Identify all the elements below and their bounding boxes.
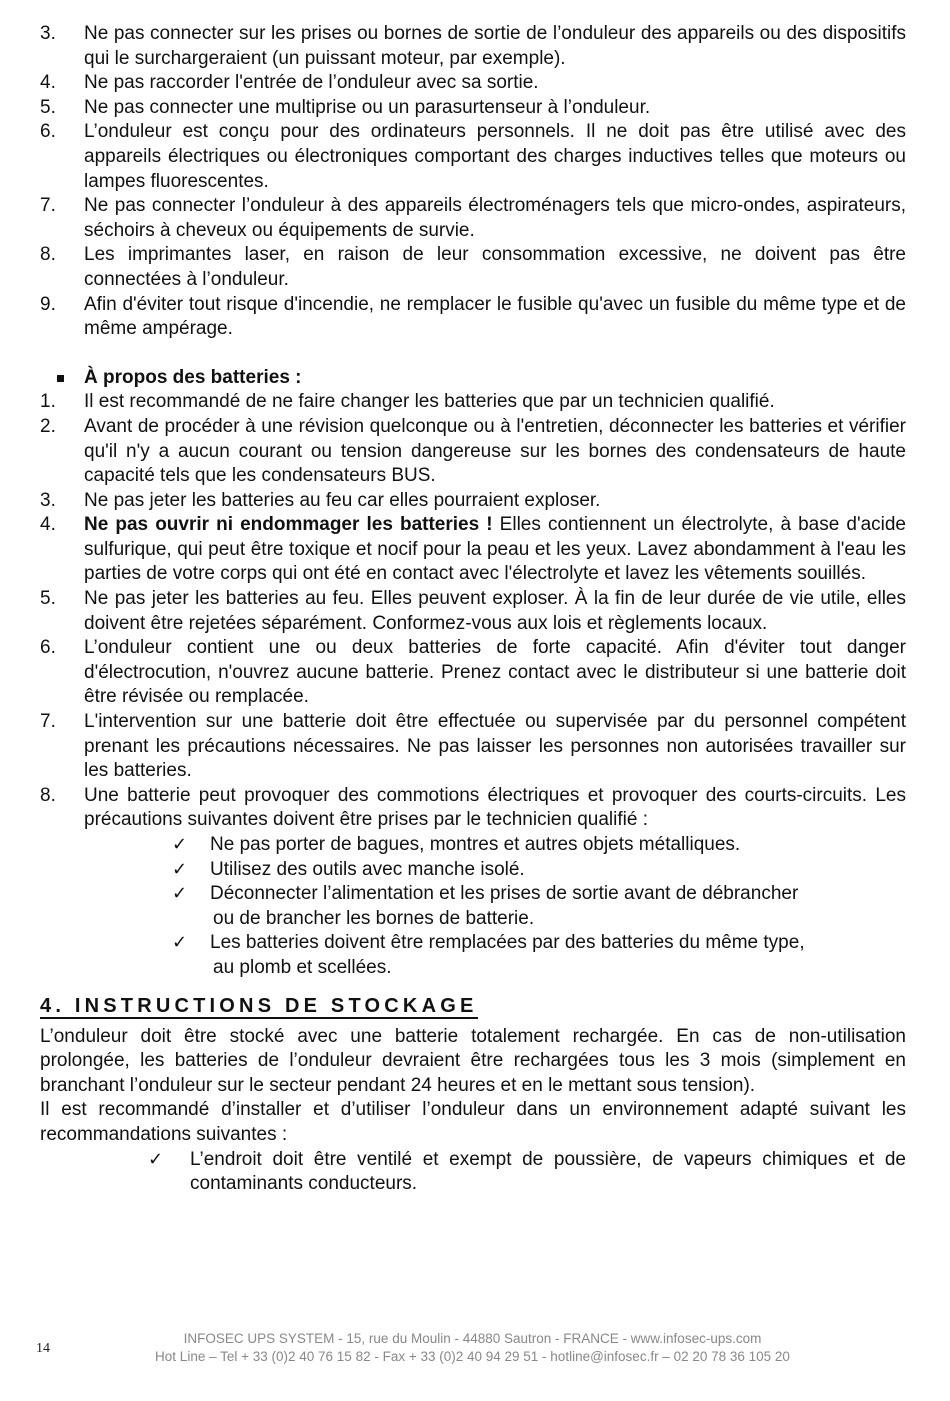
list-item [40,784,906,833]
item-number: 3. [40,23,56,44]
list-item [40,293,906,342]
list-item [40,587,906,636]
storage-checklist [40,1148,906,1197]
item-text: Une batterie peut provoquer des commotions électriques et provoquer des courts-circuits. Les précautions suivantes doivent être prises par le technicien qualifié : [84,784,906,831]
list-item [40,415,906,489]
item-text: Afin d'éviter tout risque d'incendie, ne remplacer le fusible qu'avec un fusible du même type et de même ampérage. [84,293,906,340]
checkmark-icon: ✓ [172,834,188,855]
item-text: L'intervention sur une batterie doit être effectuée ou supervisée par du personnel compétent prenant les précautions nécessaires. Ne pas laisser les personnes non autorisées travailler sur les batteries. [84,711,906,782]
item-text: Avant de procéder à une révision quelconque ou à l'entretien, déconnecter les batteries et vérifier qu'il n'y a aucun courant ou tension dangereuse sur les bornes des condensateurs de haute capacité tels que les condensateurs BUS. [84,415,906,487]
item-text: L’onduleur contient une ou deux batteries de forte capacité. Afin d'éviter tout danger d'électrocution, n'ouvrez aucune batterie. Prenez contact avec le distributeur si une batterie doit être révisée ou remplacée. [84,637,906,708]
list-item [40,22,906,71]
list-item [40,513,906,587]
item-number: 8. [40,244,56,266]
item-text: Il est recommandé de ne faire changer les batteries que par un technicien qualifié. [84,391,775,413]
list-item [40,194,906,243]
section-title: 4. INSTRUCTIONS DE STOCKAGE [40,994,478,1017]
check-text-continued: au plomb et scellées. [213,956,392,978]
item-text: Ne pas raccorder l'entrée de l’onduleur avec sa sortie. [84,72,539,94]
item-number: 5. [40,96,56,118]
item-number: 4. [40,72,56,94]
storage-paragraph: Il est recommandé d’installer et d’utiliser l’onduleur dans un environnement adapté suivant les recommandations suivantes : [40,1099,906,1145]
checkmark-icon: ✓ [148,1148,164,1170]
item-number: 6. [40,121,56,143]
item-number: 4. [40,514,56,536]
check-text-continued: ou de brancher les bornes de batterie. [213,907,535,929]
warning-text: Ne pas ouvrir ni endommager les batteries ! [84,514,493,536]
batteries-heading-text: À propos des batteries : [84,366,302,388]
item-text: L’onduleur est conçu pour des ordinateurs personnels. Il ne doit pas être utilisé avec des appareils électriques ou électroniques comportant des charges inductives telles que moteurs ou lampes fluorescentes. [84,121,906,192]
document-page [40,22,906,1197]
item-text: Les imprimantes laser, en raison de leur consommation excessive, ne doivent pas être connectées à l’onduleur. [84,244,906,290]
list-item [40,489,906,514]
list-item [40,710,906,784]
list-item [40,96,906,121]
item-number: 8. [40,784,56,806]
check-text: Les batteries doivent être remplacées par des batteries du même type, [210,932,805,954]
item-number: 5. [40,588,56,610]
check-item [40,858,906,883]
check-text: Ne pas porter de bagues, montres et autres objets métalliques. [210,834,741,855]
check-item [40,1148,906,1197]
check-item [40,931,906,980]
battery-checklist [40,833,906,981]
batteries-heading [40,366,906,391]
item-number: 7. [40,711,56,733]
item-number: 3. [40,489,56,511]
checkmark-icon: ✓ [172,858,188,880]
item-number: 7. [40,195,56,217]
list-item [40,636,906,710]
check-item [40,833,906,858]
storage-paragraph: L’onduleur doit être stocké avec une batterie totalement rechargée. En cas de non-utilisation prolongée, les batteries de l’onduleur devraient être rechargées tous les 3 mois (simplement en branchant l’onduleur sur le secteur pendant 24 heures et en le mettant sous tension). [40,1025,906,1096]
item-text: Ne pas jeter les batteries au feu car elles pourraient exploser. [84,489,601,511]
check-text: Utilisez des outils avec manche isolé. [210,858,525,880]
page-number: 14 [36,1341,50,1356]
list-item [40,71,906,96]
item-number: 9. [40,293,56,315]
item-number: 1. [40,391,56,413]
check-text: L’endroit doit être ventilé et exempt de poussière, de vapeurs chimiques et de contaminants conducteurs. [190,1148,906,1195]
item-text: Elles contiennent un électrolyte, à base d'acide sulfurique, qui peut être toxique et nocif pour la peau et les yeux. Lavez abondamment à l'eau les parties de votre corps qui ont été en contact avec l'électrolyte et lavez les vêtements souillés. [84,514,906,585]
footer-contact: Hot Line – Tel + 33 (0)2 40 76 15 82 - Fax + 33 (0)2 40 94 29 51 - hotline@infosec.fr – 02 20 78 36 105 20 [155,1349,790,1364]
list-item [40,390,906,415]
item-number: 2. [40,415,56,437]
item-text: Ne pas connecter une multiprise ou un parasurtenseur à l’onduleur. [84,96,651,118]
checkmark-icon: ✓ [172,883,188,905]
item-text: Ne pas connecter sur les prises ou bornes de sortie de l’onduleur des appareils ou des dispositifs qui le surchargeraient (un puissant moteur, par exemple). [84,23,906,69]
item-text: Ne pas jeter les batteries au feu. Elles peuvent exploser. À la fin de leur durée de vie utile, elles doivent être rejetées séparément. Conformez-vous aux lois et règlements locaux. [84,588,906,634]
battery-list [40,390,906,833]
list-item [40,243,906,292]
safety-list [40,22,906,342]
item-number: 6. [40,637,56,659]
check-text: Déconnecter l’alimentation et les prises de sortie avant de débrancher [210,883,799,905]
item-text: Ne pas connecter l’onduleur à des appareils électroménagers tels que micro-ondes, aspirateurs, séchoirs à cheveux ou équipements de survie. [84,195,906,241]
check-item [40,882,906,931]
list-item [40,120,906,194]
checkmark-icon: ✓ [172,932,188,954]
footer-address: INFOSEC UPS SYSTEM - 15, rue du Moulin - 44880 Sautron - FRANCE - www.infosec-ups.com [183,1331,762,1346]
square-bullet-icon [57,375,64,382]
